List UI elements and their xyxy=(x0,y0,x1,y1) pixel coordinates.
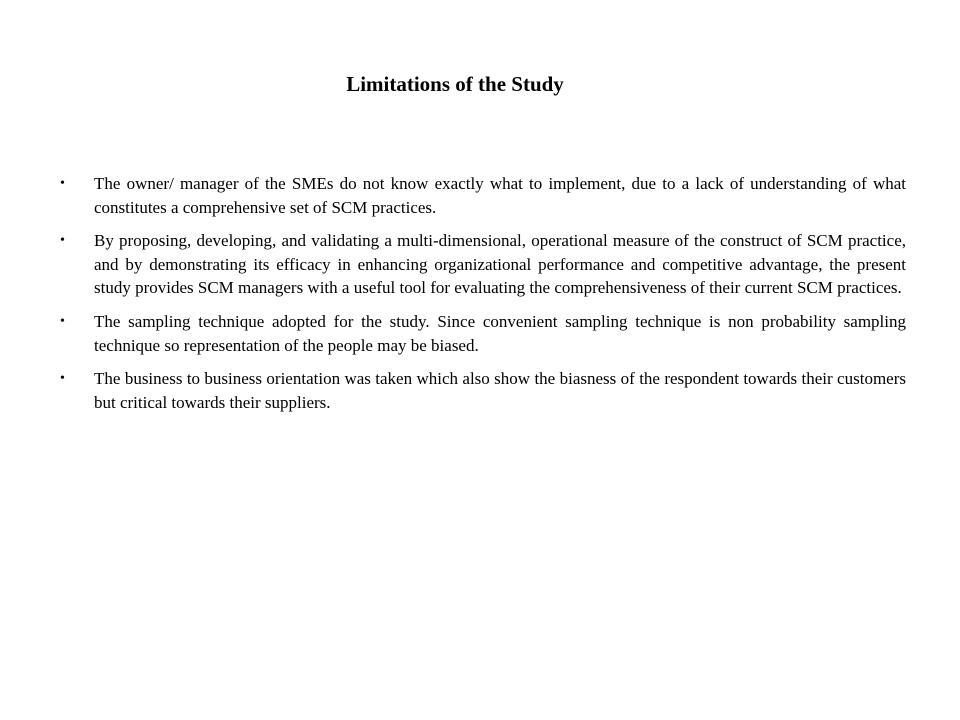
list-item xyxy=(60,172,906,219)
bullet-text: The sampling technique adopted for the study. Since convenient sampling technique is non probability sampling technique so representation of the people may be biased. xyxy=(94,311,906,355)
bullet-icon: • xyxy=(60,313,65,329)
bullet-list xyxy=(60,172,906,424)
list-item xyxy=(60,310,906,357)
list-item xyxy=(60,367,906,414)
list-item xyxy=(60,229,906,300)
slide-title: Limitations of the Study xyxy=(346,72,564,96)
bullet-icon: • xyxy=(60,371,65,387)
bullet-text: The business to business orientation was taken which also show the biasness of the respondent towards their customers but critical towards their suppliers. xyxy=(94,369,906,412)
bullet-text: By proposing, developing, and validating a multi-dimensional, operational measure of the construct of SCM practice, and by demonstrating its efficacy in enhancing organizational performance and competitive advantage, the present study provides SCM managers with a useful tool for evaluating the comprehensiveness of their current SCM practices. xyxy=(94,231,906,298)
bullet-icon: • xyxy=(60,233,65,249)
bullet-text: The owner/ manager of the SMEs do not know exactly what to implement, due to a lack of understanding of what constitutes a comprehensive set of SCM practices. xyxy=(94,174,906,217)
bullet-icon: • xyxy=(60,176,65,191)
